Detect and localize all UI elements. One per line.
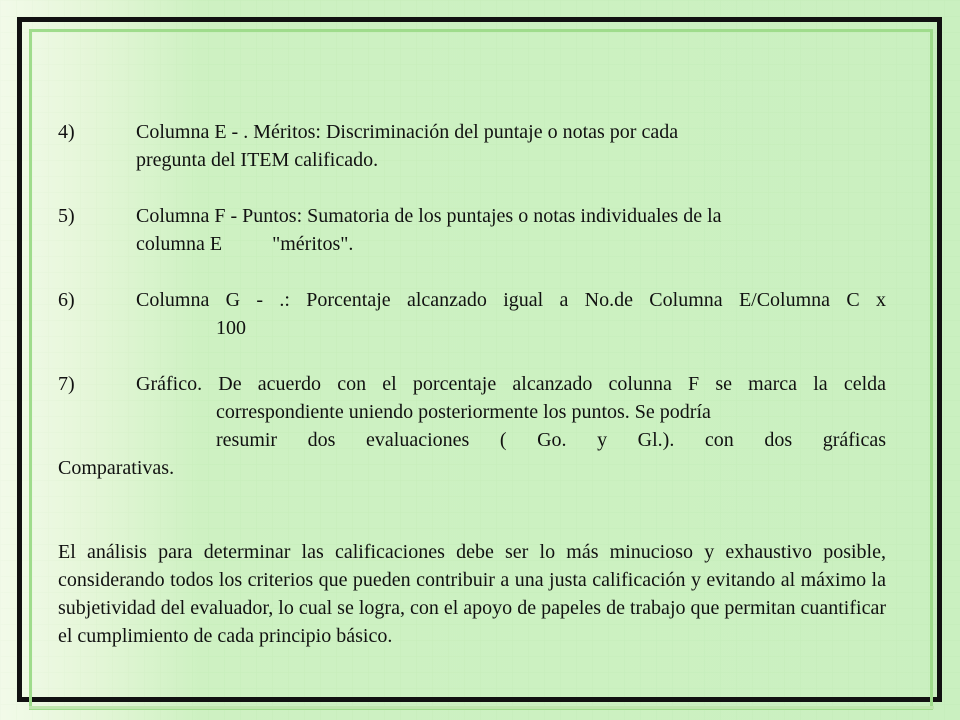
item-text-line: Columna G - .: Porcentaje alcanzado igual a No.de Columna E/Columna C x: [136, 289, 886, 311]
item-text-line: pregunta del ITEM calificado.: [136, 149, 379, 171]
bottom-rule: [29, 706, 934, 709]
item-text-line: correspondiente uniendo posteriormente los puntos. Se podría: [216, 401, 711, 423]
body-paragraph: El análisis para determinar las calificaciones debe ser lo más minucioso y exhaustivo posible, considerando todos los criterios que pueden contribuir a una justa calificación y evitando al máximo la subjetividad del evaluador, lo cual se logra, con el apoyo de papeles de trabajo que permitan cuantificar el cumplimiento de cada principio básico.: [58, 541, 886, 647]
item-number: 5): [58, 205, 75, 227]
item-text-line: 100: [216, 317, 246, 339]
item-text-line: Gráfico. De acuerdo con el porcentaje alcanzado colunna F se marca la celda: [136, 373, 886, 395]
item-text-line: columna E "méritos".: [136, 233, 354, 255]
item-text-line: Comparativas.: [58, 457, 175, 479]
item-text-line: Columna E - . Méritos: Discriminación del puntaje o notas por cada: [136, 121, 679, 143]
item-text-line: resumir dos evaluaciones ( Go. y Gl.). con dos gráficas: [216, 429, 886, 451]
list-item-5: [58, 202, 886, 258]
list-item-4: [58, 118, 886, 174]
slide-content: [58, 118, 886, 670]
item-number: 7): [58, 373, 75, 395]
item-text-line: Columna F - Puntos: Sumatoria de los puntajes o notas individuales de la: [136, 205, 722, 227]
list-item-7: [58, 370, 886, 482]
list-item-6: [58, 286, 886, 342]
item-number: 4): [58, 121, 75, 143]
item-number: 6): [58, 289, 75, 311]
